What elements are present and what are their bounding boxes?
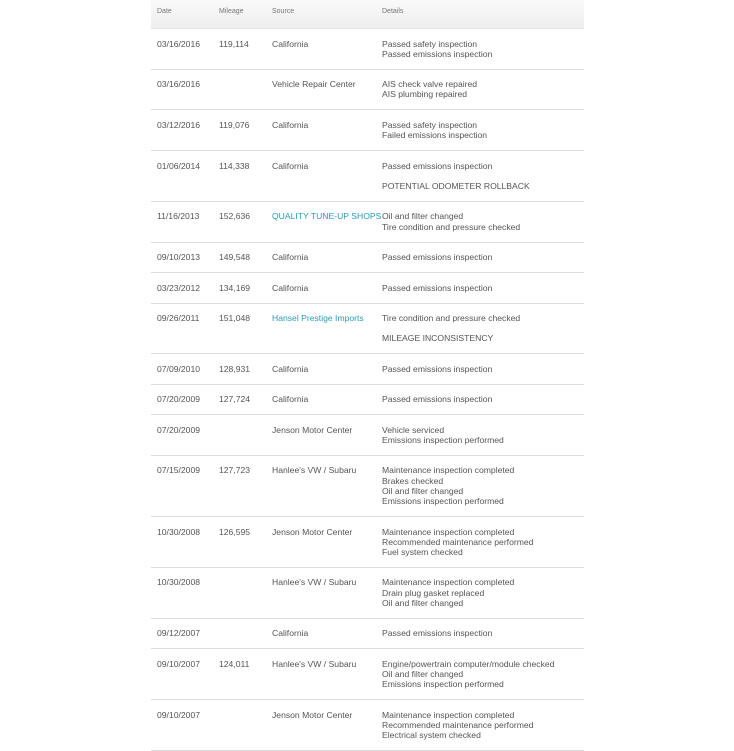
mileage-cell: 127,724	[219, 394, 251, 405]
table-row	[151, 385, 584, 416]
details-cell	[382, 161, 584, 191]
mileage-cell: 114,338	[219, 160, 250, 171]
date-cell: 09/10/2013	[157, 252, 201, 263]
detail-line: Tire condition and pressure checked	[382, 221, 521, 232]
date-cell: 07/15/2009	[157, 465, 201, 476]
details-cell	[382, 39, 584, 59]
source-cell	[272, 628, 382, 638]
table-body	[151, 29, 584, 751]
detail-line: Electrical system checked	[382, 730, 481, 741]
date-cell: 07/09/2010	[157, 363, 201, 374]
mileage-cell	[219, 628, 272, 638]
table-row	[151, 110, 584, 151]
details-cell	[382, 425, 584, 445]
detail-line: Oil and filter changed	[382, 669, 464, 680]
source-text: Hanlee's VW / Subaru	[272, 465, 357, 476]
date-cell: 07/20/2009	[157, 394, 201, 405]
date-cell: 11/16/2013	[157, 211, 200, 222]
source-text: Hanlee's VW / Subaru	[272, 577, 357, 588]
table-row	[151, 151, 584, 202]
source-cell	[272, 283, 382, 293]
table-row	[151, 568, 584, 619]
header-source: Source	[272, 8, 295, 15]
detail-line: Passed safety inspection	[382, 38, 478, 49]
details-cell	[382, 394, 584, 404]
source-cell	[272, 161, 382, 191]
date-cell: 01/06/2014	[157, 160, 201, 171]
source-text: Jenson Motor Center	[272, 424, 353, 435]
mileage-cell: 128,931	[219, 363, 251, 374]
mileage-cell	[219, 577, 272, 608]
table-row	[151, 649, 584, 700]
vehicle-history-table	[151, 0, 584, 751]
date-cell: 09/12/2007	[157, 628, 201, 639]
source-cell	[272, 252, 382, 262]
detail-line: Passed emissions inspection	[382, 252, 493, 263]
source-text: California	[272, 282, 309, 293]
date-cell: 03/16/2016	[157, 79, 201, 90]
detail-line: Oil and filter changed	[382, 597, 464, 608]
mileage-cell: 152,636	[219, 211, 251, 222]
table-row	[151, 517, 584, 568]
table-row	[151, 415, 584, 456]
details-cell	[382, 659, 584, 690]
mileage-cell: 119,114	[219, 38, 249, 49]
source-cell	[272, 79, 382, 99]
detail-line: Drain plug gasket replaced	[382, 587, 485, 598]
mileage-cell: 134,169	[219, 282, 251, 293]
details-cell	[382, 710, 584, 741]
details-cell	[382, 313, 584, 343]
detail-line: Emissions inspection performed	[382, 496, 504, 507]
source-cell	[272, 313, 382, 343]
table-row	[151, 70, 584, 111]
date-cell: 09/10/2007	[157, 658, 201, 669]
source-text: California	[272, 628, 309, 639]
table-row	[151, 354, 584, 385]
detail-line: Emissions inspection performed	[382, 434, 504, 445]
mileage-cell: 119,076	[219, 119, 250, 130]
table-row	[151, 29, 584, 70]
detail-line: Maintenance inspection completed	[382, 526, 515, 537]
source-link[interactable]: Hansel Prestige Imports	[272, 313, 364, 324]
table-row	[151, 619, 584, 650]
alert-text: MILEAGE INCONSISTENCY	[382, 333, 494, 344]
mileage-cell: 151,048	[219, 313, 251, 324]
detail-line: Engine/powertrain computer/module checked	[382, 658, 555, 669]
alert-text: POTENTIAL ODOMETER ROLLBACK	[382, 180, 530, 191]
source-text: California	[272, 160, 309, 171]
source-cell	[272, 465, 382, 506]
date-cell: 09/10/2007	[157, 709, 201, 720]
source-cell	[272, 39, 382, 59]
header-date: Date	[157, 8, 172, 15]
table-header	[151, 0, 584, 29]
detail-line: Maintenance inspection completed	[382, 709, 515, 720]
source-cell	[272, 577, 382, 608]
detail-line: Passed emissions inspection	[382, 160, 493, 171]
source-text: Hanlee's VW / Subaru	[272, 658, 357, 669]
details-cell	[382, 252, 584, 262]
detail-line: Oil and filter changed	[382, 211, 464, 222]
table-row	[151, 456, 584, 517]
details-cell	[382, 211, 584, 231]
detail-line: Maintenance inspection completed	[382, 577, 515, 588]
details-cell	[382, 283, 584, 293]
source-cell	[272, 394, 382, 404]
source-text: California	[272, 38, 309, 49]
source-cell	[272, 120, 382, 140]
table-row	[151, 243, 584, 274]
mileage-cell: 149,548	[219, 252, 251, 263]
details-cell	[382, 364, 584, 374]
source-cell	[272, 364, 382, 374]
detail-line: Recommended maintenance performed	[382, 536, 534, 547]
detail-line: Fuel system checked	[382, 546, 463, 557]
source-text: California	[272, 119, 309, 130]
source-cell	[272, 425, 382, 445]
detail-line: Maintenance inspection completed	[382, 465, 515, 476]
details-cell	[382, 628, 584, 638]
detail-line: Emissions inspection performed	[382, 679, 504, 690]
details-cell	[382, 79, 584, 99]
mileage-cell	[219, 710, 272, 741]
mileage-cell: 126,595	[219, 526, 251, 537]
source-text: Jenson Motor Center	[272, 526, 353, 537]
source-cell	[272, 211, 382, 231]
detail-line: AIS plumbing repaired	[382, 89, 468, 100]
header-details: Details	[382, 8, 404, 15]
detail-line: Passed emissions inspection	[382, 48, 493, 59]
detail-line: Failed emissions inspection	[382, 130, 488, 141]
source-text: California	[272, 363, 309, 374]
detail-line: Brakes checked	[382, 475, 444, 486]
details-cell	[382, 527, 584, 558]
source-link[interactable]: QUALITY TUNE-UP SHOPS	[272, 211, 382, 222]
date-cell: 10/30/2008	[157, 577, 201, 588]
date-cell: 07/20/2009	[157, 424, 201, 435]
date-cell: 03/23/2012	[157, 282, 201, 293]
detail-line: Passed emissions inspection	[382, 394, 493, 405]
detail-line: Recommended maintenance performed	[382, 719, 534, 730]
details-cell	[382, 120, 584, 140]
detail-line: AIS check valve repaired	[382, 79, 478, 90]
table-row	[151, 273, 584, 304]
details-cell	[382, 465, 584, 506]
source-text: Jenson Motor Center	[272, 709, 353, 720]
detail-line: Tire condition and pressure checked	[382, 313, 521, 324]
mileage-cell: 127,723	[219, 465, 251, 476]
date-cell: 09/26/2011	[157, 313, 200, 324]
source-text: Vehicle Repair Center	[272, 79, 356, 90]
header-mileage: Mileage	[219, 8, 244, 15]
table-row	[151, 202, 584, 243]
mileage-cell: 124,011	[219, 658, 250, 669]
detail-line: Vehicle serviced	[382, 424, 445, 435]
table-row	[151, 304, 584, 355]
detail-line: Passed emissions inspection	[382, 363, 493, 374]
detail-line: Passed emissions inspection	[382, 282, 493, 293]
detail-line: Passed emissions inspection	[382, 628, 493, 639]
mileage-cell	[219, 425, 272, 445]
details-cell	[382, 577, 584, 608]
table-row	[151, 700, 584, 751]
date-cell: 03/12/2016	[157, 119, 201, 130]
source-cell	[272, 527, 382, 558]
source-cell	[272, 659, 382, 690]
detail-line: Passed safety inspection	[382, 119, 478, 130]
mileage-cell	[219, 79, 272, 99]
source-cell	[272, 710, 382, 741]
source-text: California	[272, 252, 309, 263]
source-text: California	[272, 394, 309, 405]
date-cell: 10/30/2008	[157, 526, 201, 537]
date-cell: 03/16/2016	[157, 38, 201, 49]
detail-line: Oil and filter changed	[382, 485, 464, 496]
